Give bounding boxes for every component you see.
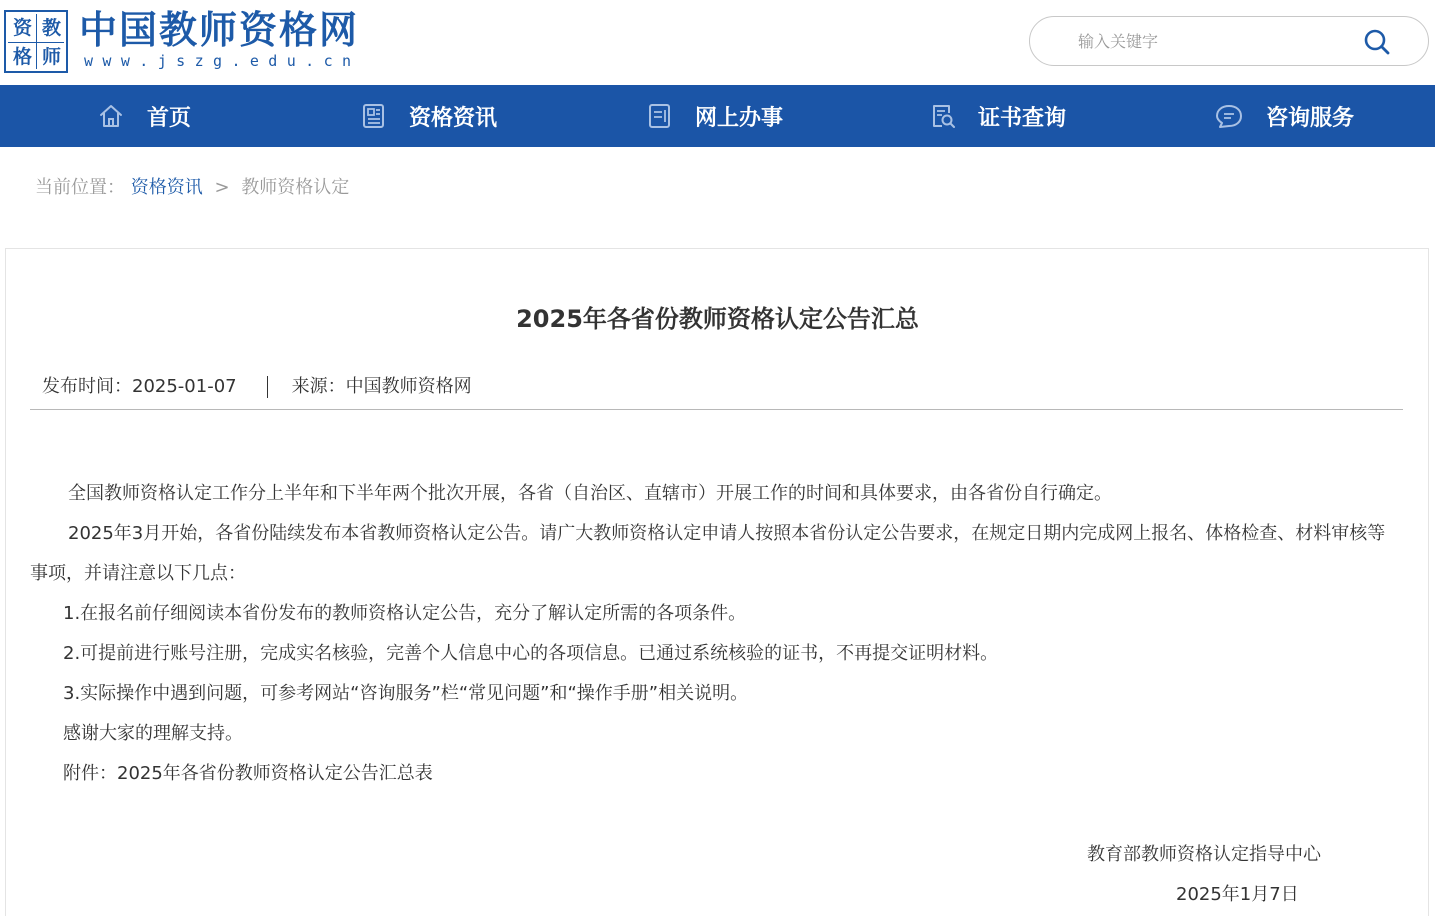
document-icon [647,102,673,130]
breadcrumb-separator: > [214,177,230,198]
nav-item-news[interactable] [361,85,497,147]
nav-item-home[interactable] [97,85,191,147]
article-title: 2025年各省份教师资格认定公告汇总 [516,305,919,333]
search-button[interactable] [1362,27,1392,57]
nav-item-cert-query[interactable] [930,85,1066,147]
article-list-item: 3.实际操作中遇到问题，可参考网站“咨询服务”栏“常见问题”和“操作手册”相关说明。 [63,683,749,704]
site-header [0,0,1435,85]
search-box [1029,16,1429,66]
source-label: 来源： [291,376,346,397]
site-url: www.jszg.edu.cn [84,52,361,70]
news-icon [361,102,387,130]
search-input[interactable] [1078,29,1358,53]
site-name[interactable]: 中国教师资格网 [79,7,360,52]
logo-char: 教 [41,17,61,39]
nav-label: 网上办事 [695,105,784,131]
source-value: 中国教师资格网 [345,376,472,397]
site-logo[interactable] [4,10,68,73]
logo-char: 格 [12,46,32,68]
logo-char: 资 [12,17,32,39]
search-doc-icon [930,102,956,130]
nav-label: 咨询服务 [1266,105,1355,131]
home-icon [97,102,125,130]
breadcrumb-prefix: 当前位置： [35,177,125,198]
nav-label: 资格资讯 [409,105,498,131]
breadcrumb [35,176,349,200]
breadcrumb-link-news[interactable]: 资格资讯 [130,177,203,198]
publish-date: 2025-01-07 [132,376,237,397]
meta-divider [267,376,268,398]
logo-char: 师 [41,46,61,68]
breadcrumb-current: 教师资格认定 [241,177,350,198]
nav-label: 首页 [147,105,192,131]
search-icon [1362,27,1392,57]
article-body [30,474,1403,794]
nav-item-online-office[interactable] [647,85,783,147]
attachment-label: 附件： [63,763,117,784]
article-meta [42,374,472,400]
signature-org: 教育部教师资格认定指导中心 [1087,844,1321,865]
publish-label: 发布时间： [42,376,132,397]
article-paragraph: 2025年3月开始，各省份陆续发布本省教师资格认定公告。请广大教师资格认定申请人按照本省份认定公告要求，在规定日期内完成网上报名、体格检查、材料审核等事项，并请注意以下几点： [30,523,1386,584]
nav-item-consult[interactable] [1214,85,1354,147]
article-list-item: 2.可提前进行账号注册，完成实名核验，完善个人信息中心的各项信息。已通过系统核验的证书，不再提交证明材料。 [63,643,999,664]
nav-label: 证书查询 [978,105,1067,131]
article-thanks: 感谢大家的理解支持。 [63,723,243,744]
article-paragraph: 全国教师资格认定工作分上半年和下半年两个批次开展，各省（自治区、直辖市）开展工作的时间和具体要求，由各省份自行确定。 [68,483,1112,504]
chat-icon [1214,102,1244,130]
article-list-item: 1.在报名前仔细阅读本省份发布的教师资格认定公告，充分了解认定所需的各项条件。 [63,603,747,624]
article-attachment [30,754,1403,794]
signature-date: 2025年1月7日 [1176,884,1299,905]
attachment-link[interactable]: 2025年各省份教师资格认定公告汇总表 [117,763,433,784]
meta-separator-line [30,409,1403,410]
main-nav [0,85,1435,147]
